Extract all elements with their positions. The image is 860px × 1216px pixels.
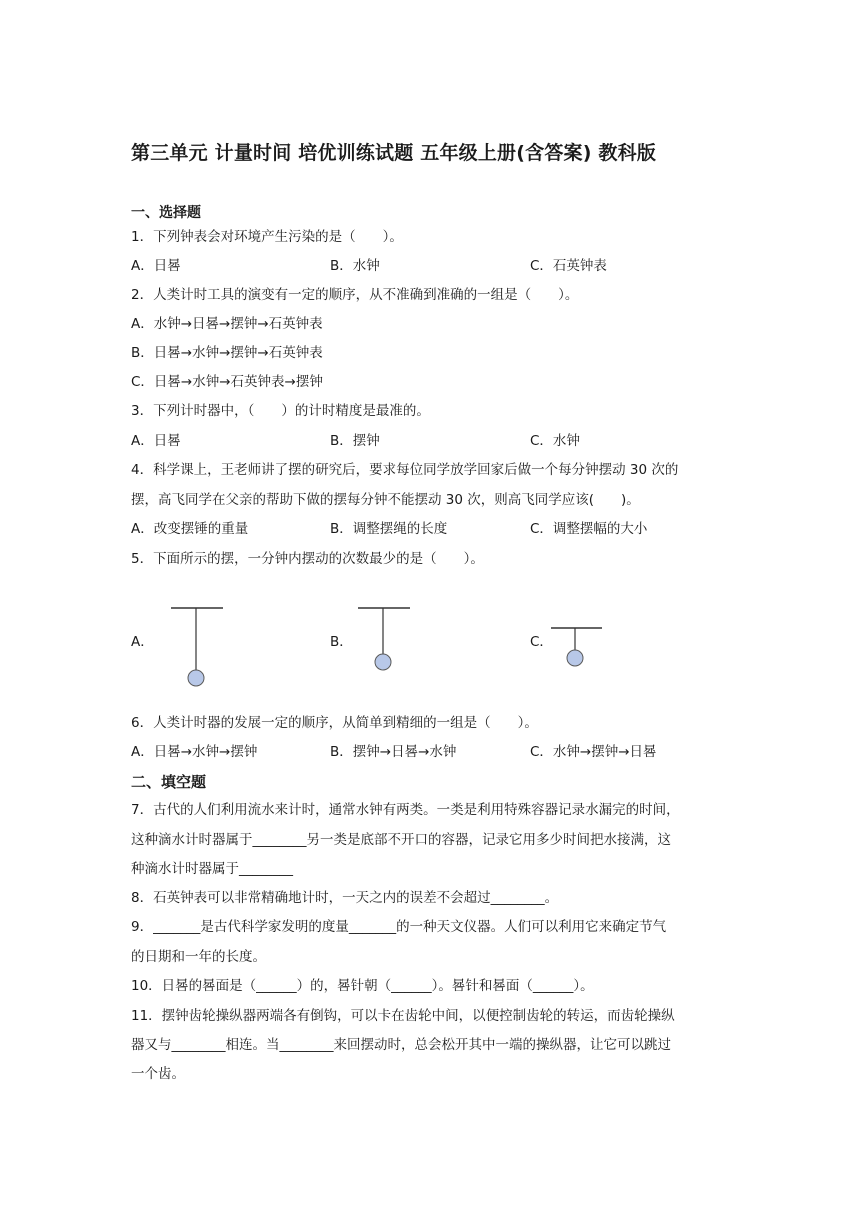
question-5-option-c: C． [530, 634, 553, 650]
pendulum-b-illustration [355, 604, 415, 679]
question-1-option-c: C．石英钟表 [530, 258, 607, 274]
question-6-stem: 6．人类计时器的发展一定的顺序，从简单到精细的一组是（ ）。 [131, 715, 538, 731]
section-heading-choice: 一、选择题 [131, 205, 201, 221]
question-2-option-b: B．日晷→水钟→摆钟→石英钟表 [131, 345, 323, 361]
question-5-option-b: B． [330, 634, 353, 650]
question-1-stem: 1．下列钟表会对环境产生污染的是（ ）。 [131, 229, 403, 245]
question-4-stem-line-2: 摆，高飞同学在父亲的帮助下做的摆每分钟不能摆动 30 次，则高飞同学应该( )。 [131, 492, 640, 508]
question-3-option-b: B．摆钟 [330, 433, 380, 449]
question-5-option-a: A． [131, 634, 154, 650]
question-9-line-2: 的日期和一年的长度。 [131, 949, 266, 965]
question-2-option-a: A．水钟→日晷→摆钟→石英钟表 [131, 316, 323, 332]
question-3-stem: 3．下列计时器中，（ ）的计时精度是最准的。 [131, 403, 430, 419]
question-5-stem: 5．下面所示的摆，一分钟内摆动的次数最少的是（ ）。 [131, 551, 484, 567]
question-4-option-b: B．调整摆绳的长度 [330, 521, 448, 537]
question-6-option-b: B．摆钟→日晷→水钟 [330, 744, 457, 760]
question-7-line-1: 7．古代的人们利用流水来计时，通常水钟有两类。一类是利用特殊容器记录水漏完的时间， [131, 802, 680, 818]
question-11-line-2: 器又与________相连。当________来回摆动时，总会松开其中一端的操纵器，让它可以跳过 [131, 1037, 671, 1053]
question-4-option-c: C．调整摆幅的大小 [530, 521, 648, 537]
question-4-stem-line-1: 4．科学课上，王老师讲了摆的研究后，要求每位同学放学回家后做一个每分钟摆动 30 次的 [131, 462, 679, 478]
pendulum-a-illustration [168, 604, 228, 694]
question-10-line-1: 10．日晷的晷面是（______）的，晷针朝（______）。晷针和晷面（______）。 [131, 978, 594, 994]
question-3-option-a: A．日晷 [131, 433, 181, 449]
question-2-option-c: C．日晷→水钟→石英钟表→摆钟 [131, 374, 323, 390]
question-1-option-b: B．水钟 [330, 258, 380, 274]
question-2-stem: 2．人类计时工具的演变有一定的顺序，从不准确到准确的一组是（ ）。 [131, 287, 579, 303]
question-11-line-1: 11．摆钟齿轮操纵器两端各有倒钩，可以卡在齿轮中间，以便控制齿轮的转运，而齿轮操纵 [131, 1008, 675, 1024]
question-11-line-3: 一个齿。 [131, 1066, 185, 1082]
pendulum-c-illustration [548, 624, 608, 674]
question-4-option-a: A．改变摆锤的重量 [131, 521, 249, 537]
question-3-option-c: C．水钟 [530, 433, 580, 449]
question-7-line-3: 种滴水计时器属于________ [131, 861, 293, 877]
section-heading-fill-in: 二、填空题 [131, 773, 207, 791]
question-6-option-c: C．水钟→摆钟→日晷 [530, 744, 657, 760]
question-1-option-a: A．日晷 [131, 258, 181, 274]
question-9-line-1: 9．_______是古代科学家发明的度量_______的一种天文仪器。人们可以利用它来确定节气 [131, 919, 667, 935]
page-title: 第三单元 计量时间 培优训练试题 五年级上册(含答案) 教科版 [131, 142, 657, 164]
question-8-line-1: 8．石英钟表可以非常精确地计时，一天之内的误差不会超过________。 [131, 890, 559, 906]
question-7-line-2: 这种滴水计时器属于________另一类是底部不开口的容器，记录它用多少时间把水接满，这 [131, 832, 671, 848]
question-6-option-a: A．日晷→水钟→摆钟 [131, 744, 258, 760]
